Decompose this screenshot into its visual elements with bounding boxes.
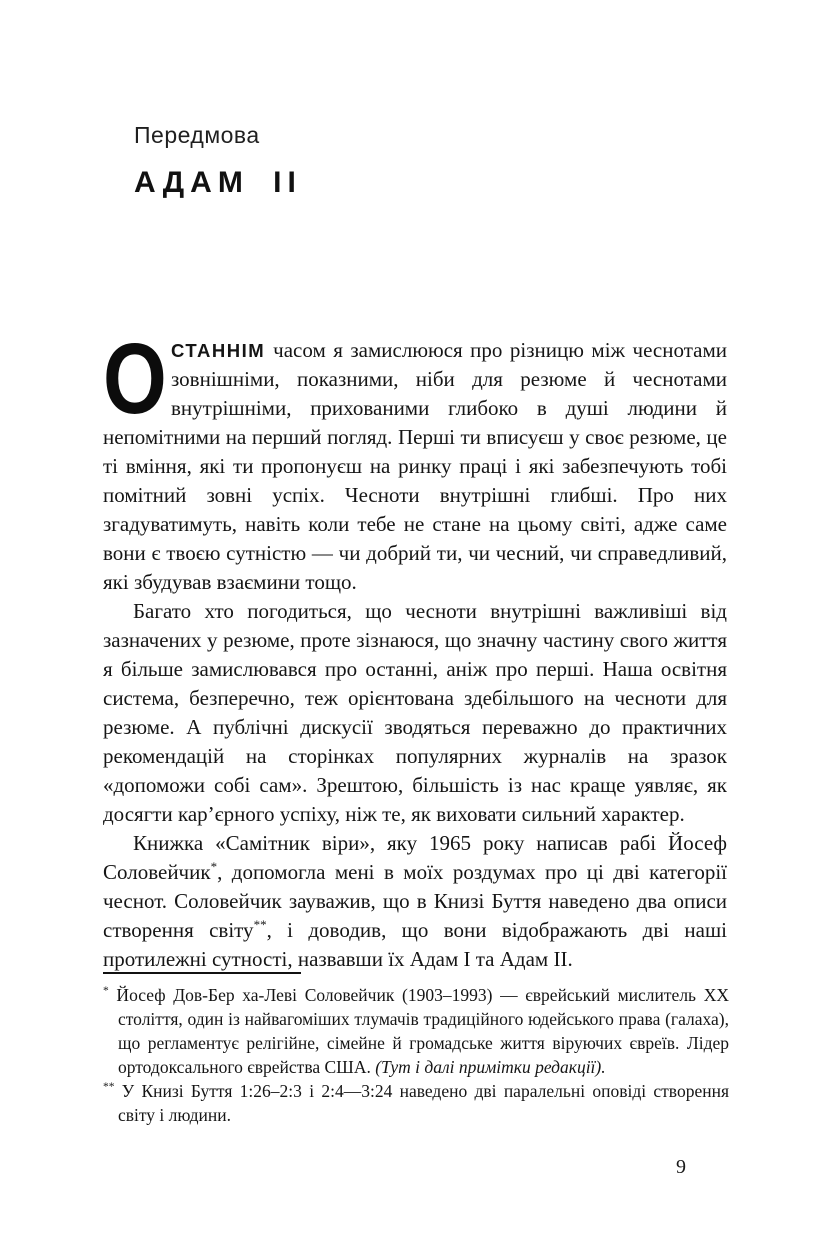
lead-word: СТАННІМ [171,340,266,361]
chapter-title: АДАМ II [134,166,302,199]
footnote-2-text: У Книзі Буття 1:26–2:3 і 2:4—3:24 наведено дві паралельні оповіді створення світу і людини. [114,1081,729,1125]
footnote-1 [103,983,729,1079]
footnote-ref-1: * [210,859,218,874]
paragraph-1-text: часом я замислююся про різницю між чеснотами зовнішніми, показними, ніби для резюме й чеснотами внутрішніми, прихованими глибоко в душі людини й непомітними на перший погляд. Перші ти вписуєш у своє резюме, це ті вміння, які ти пропонуєш на ринку праці і які забезпечують тобі помітний зовні успіх. Чесноти внутрішні глибші. Про них згадуватимуть, навіть коли тебе не стане на цьому світі, адже саме вони є твоєю сутністю — чи добрий ти, чи чесний, чи справедливий, які збудував взаємини тощо. [103,338,727,594]
footnote-ref-2: ** [253,917,267,932]
body-text [103,323,727,974]
chapter-kicker: Передмова [134,122,260,148]
footnote-1-text: Йосеф Дов-Бер ха-Леві Соловейчик (1903–1993) — єврейський мислитель ХХ століття, один із найвагоміших тлумачів традиційного юдейського права (галаха), що регламентує релігійне, сімейне й громадське життя віруючих євреїв. Лідер ортодоксального єврейства США. [108,985,729,1077]
paragraph-3-text-a: Книжка «Самітник віри», яку 1965 року написав рабі Йосеф Соловейчик [103,831,727,884]
paragraph-3 [103,829,727,974]
footnote-2-marker: ** [103,1081,115,1094]
footnote-2 [103,1079,729,1127]
paragraph-2: Багато хто погодиться, що чесноти внутрішні важливіші від зазначених у резюме, проте зізнаюся, що значну частину свого життя я більше замислювався про останні, аніж про перші. Наша освітня система, безперечно, теж орієнтована здебільшого на чесноти для резюме. А публічні дискусії зводяться переважно до практичних рекомендацій на сторінках популярних журналів на зразок «допоможи собі сам». Зрештою, більшість із нас краще уявляє, як досягти кар’єрного успіху, ніж те, як виховати сильний характер. [103,599,727,826]
page-number: 9 [676,1156,686,1178]
paragraph-3-text-c: , і доводив, що вони відображають дві наші протилежні сутності, назвавши їх Адам I та Адам II. [103,918,727,971]
footnote-1-editorial-note: (Тут і далі примітки редакції). [375,1057,606,1077]
footnote-1-marker: * [103,985,109,998]
drop-cap: О [103,323,167,435]
paragraph-1 [103,323,727,597]
footnotes-block [103,972,729,1127]
paragraph-3-text-b: , допомогла мені в моїх роздумах про ці дві категорії чеснот. Соловейчик зауважив, що в Книзі Буття наведено два описи створення світу [103,860,727,942]
footnote-separator [103,972,301,974]
